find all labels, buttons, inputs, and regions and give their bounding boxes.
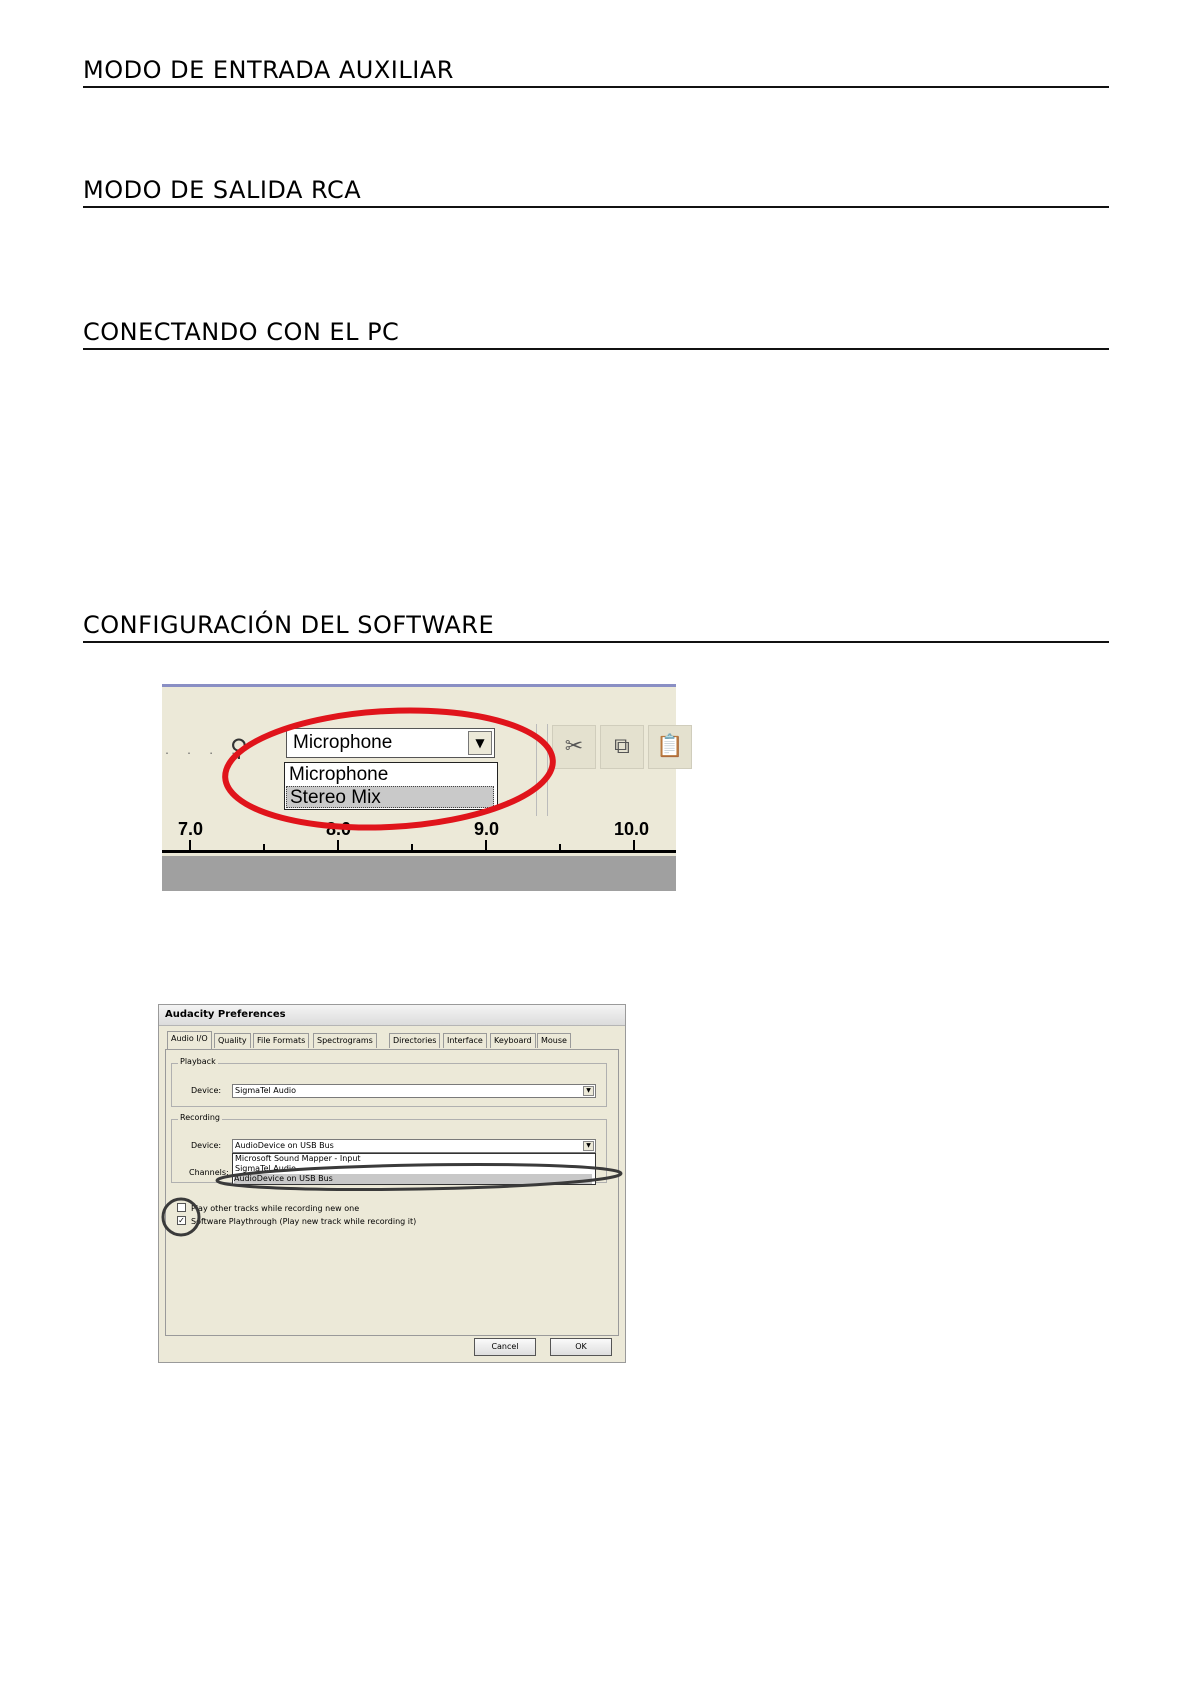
tab-spectrograms[interactable]: Spectrograms [313, 1033, 377, 1048]
tab-quality[interactable]: Quality [214, 1033, 251, 1048]
recording-legend: Recording [180, 1113, 221, 1122]
software-playthrough-label: Software Playthrough (Play new track while recording it) [191, 1217, 417, 1226]
chevron-down-icon[interactable]: ▼ [468, 731, 492, 755]
tab-audio-io[interactable]: Audio I/O [167, 1031, 212, 1049]
playback-legend: Playback [180, 1057, 216, 1066]
heading-text: MODO DE ENTRADA AUXILIAR [83, 56, 454, 84]
scissors-icon[interactable]: ✂ [552, 725, 596, 769]
paste-icon[interactable]: 📋 [648, 725, 692, 769]
software-playthrough-checkbox[interactable]: ✓ [178, 1216, 185, 1225]
recording-option-selected[interactable]: AudioDevice on USB Bus [234, 1174, 592, 1184]
recording-device-label: Device: [191, 1141, 222, 1150]
cancel-button[interactable]: Cancel [474, 1338, 536, 1356]
play-other-tracks-label: Play other tracks while recording new one [191, 1204, 360, 1213]
heading-text: MODO DE SALIDA RCA [83, 176, 362, 204]
playback-device-value: SigmaTel Audio [235, 1086, 297, 1095]
playback-device-label: Device: [191, 1086, 222, 1095]
tab-keyboard[interactable]: Keyboard [490, 1033, 536, 1048]
tab-directories[interactable]: Directories [389, 1033, 440, 1048]
preferences-dialog-screenshot [158, 1004, 626, 1363]
recording-device-value: AudioDevice on USB Bus [235, 1141, 334, 1150]
ruler-label: 10.0 [614, 819, 650, 839]
microphone-icon: ⚲ [230, 734, 248, 762]
tab-mouse[interactable]: Mouse [537, 1033, 571, 1048]
section-heading-software-config [83, 611, 1109, 643]
tab-file-formats[interactable]: File Formats [253, 1033, 309, 1048]
dialog-title: Audacity Preferences [165, 1009, 286, 1020]
chevron-down-icon[interactable]: ▼ [583, 1086, 594, 1096]
recording-option[interactable]: SigmaTel Audio [235, 1164, 297, 1173]
chevron-down-icon[interactable]: ▼ [583, 1141, 594, 1151]
ruler-label: 9.0 [474, 819, 500, 839]
option-microphone[interactable]: Microphone [289, 764, 389, 785]
input-source-value: Microphone [293, 732, 393, 753]
red-highlight-ellipse [162, 668, 676, 891]
ruler-label: 7.0 [178, 819, 204, 839]
dark-highlight-marks [159, 1005, 627, 1364]
section-heading-rca-output [83, 176, 1109, 208]
section-heading-pc-connection [83, 318, 1109, 350]
recording-option[interactable]: Microsoft Sound Mapper - Input [235, 1154, 361, 1163]
tab-interface[interactable]: Interface [443, 1033, 487, 1048]
heading-text: CONFIGURACIÓN DEL SOFTWARE [83, 611, 495, 639]
channels-label: Channels: [189, 1168, 229, 1177]
option-stereo-mix[interactable]: Stereo Mix [286, 786, 494, 808]
meter-dots: . . . . [164, 746, 242, 757]
section-heading-aux-input [83, 56, 1109, 88]
heading-text: CONECTANDO CON EL PC [83, 318, 400, 346]
ok-button[interactable]: OK [550, 1338, 612, 1356]
ruler-label: 8.0 [326, 819, 352, 839]
toolbar-screenshot [162, 668, 684, 891]
copy-icon[interactable]: ⧉ [600, 725, 644, 769]
